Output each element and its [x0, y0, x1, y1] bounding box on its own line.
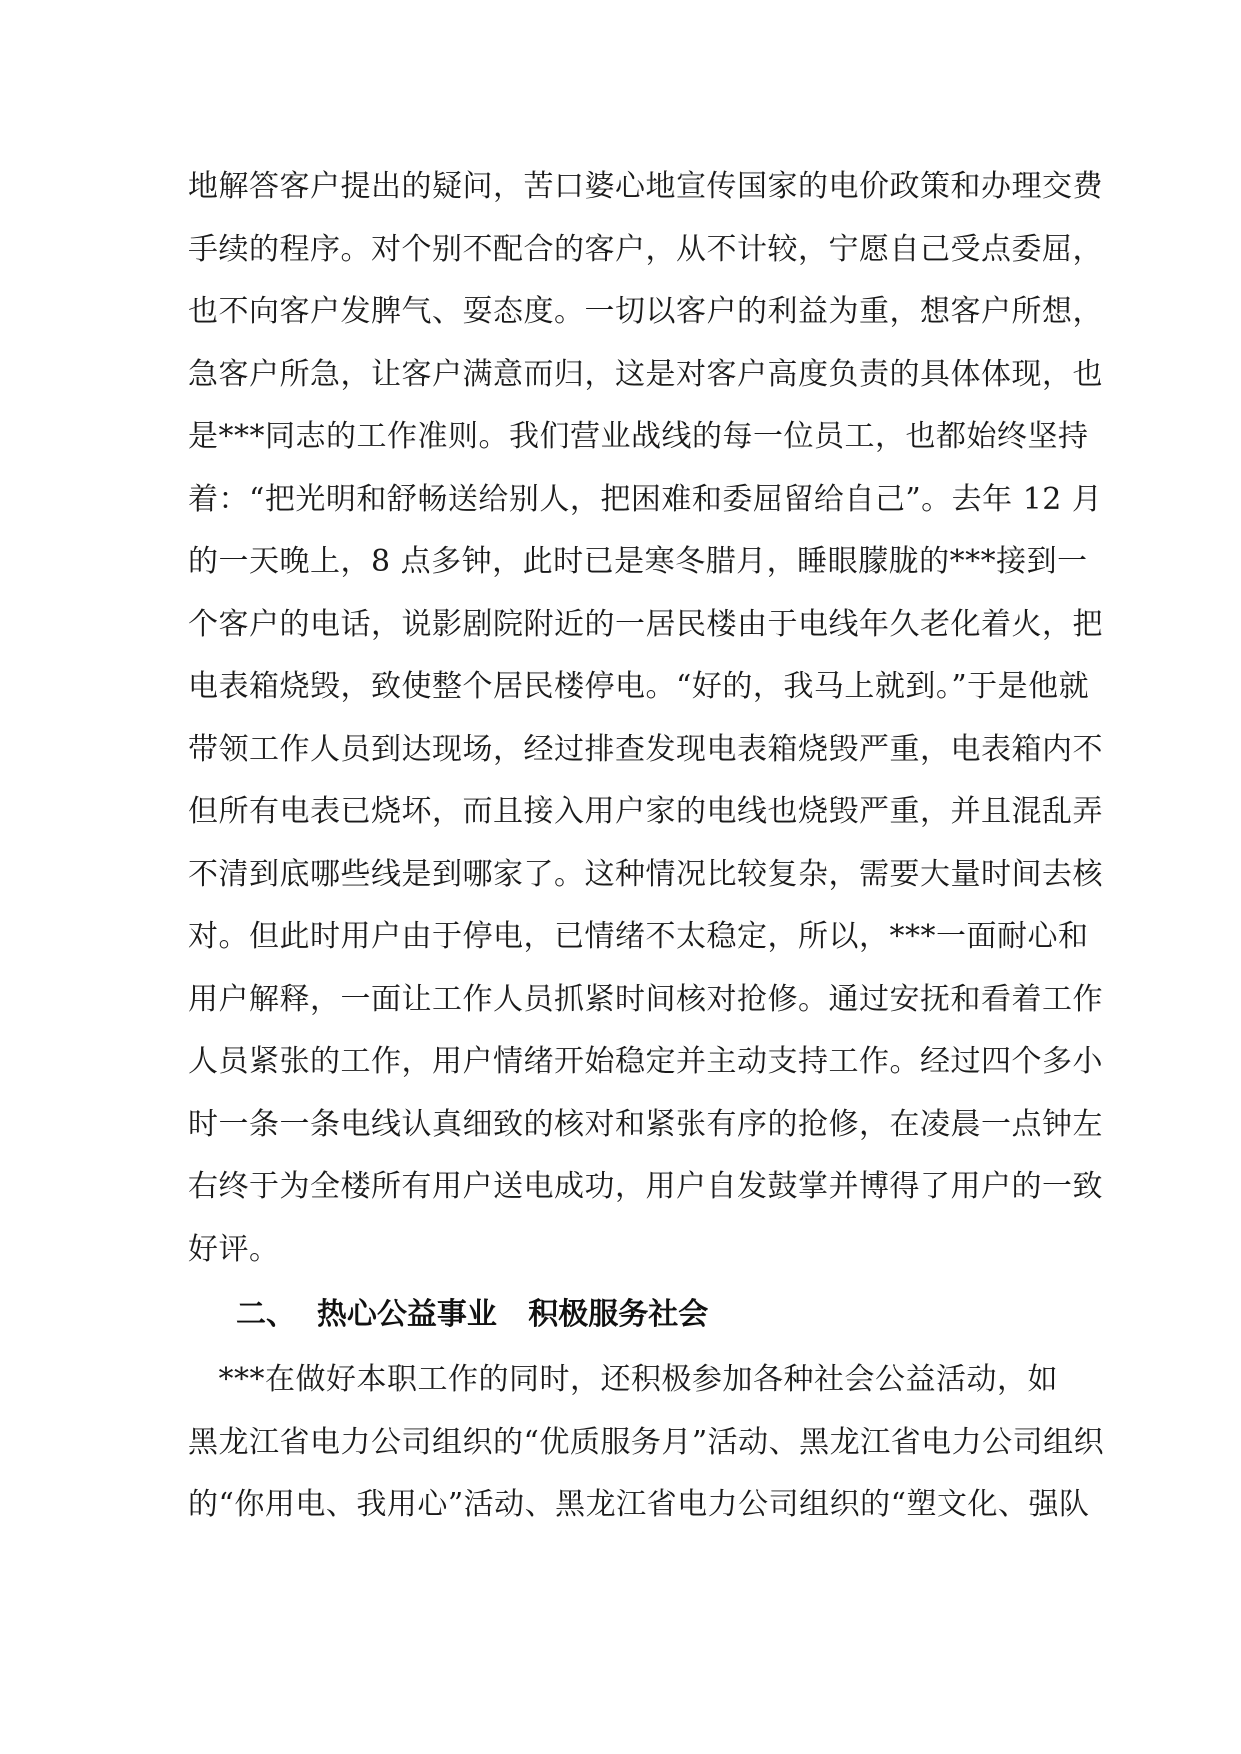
- text-line: 右终于为全楼所有用户送电成功，用户自发鼓掌并博得了用户的一致: [188, 1169, 1103, 1204]
- paragraph-service: [188, 156, 1103, 1281]
- text-line: 黑龙江省电力公司组织的“优质服务月”活动、黑龙江省电力公司组织: [188, 1424, 1105, 1460]
- text-line: 着：“把光明和舒畅送给别人，把困难和委屈留给自己”。去年 12 月: [188, 481, 1103, 517]
- document-body: [188, 156, 1105, 1537]
- text-line: 但所有电表已烧坏，而且接入用户家的电线也烧毁严重，并且混乱弄: [188, 794, 1103, 829]
- section-heading: 二、 热心公益事业 积极服务社会: [236, 1297, 709, 1332]
- text-line: 不清到底哪些线是到哪家了。这种情况比较复杂，需要大量时间去核: [188, 856, 1103, 892]
- text-line: 是***同志的工作准则。我们营业战线的每一位员工，也都始终坚持: [188, 419, 1089, 454]
- text-line: 个客户的电话，说影剧院附近的一居民楼由于电线年久老化着火，把: [188, 606, 1103, 642]
- text-line: 手续的程序。对个别不配合的客户，从不计较，宁愿自己受点委屈，: [188, 231, 1103, 267]
- text-line: 的“你用电、我用心”活动、黑龙江省电力公司组织的“塑文化、强队: [188, 1487, 1090, 1522]
- text-line: 好评。: [188, 1231, 280, 1267]
- text-line: 也不向客户发脾气、耍态度。一切以客户的利益为重，想客户所想，: [188, 294, 1103, 329]
- text-line: ***在做好本职工作的同时，还积极参加各种社会公益活动，如: [188, 1362, 1058, 1397]
- text-line: 的一天晚上，8 点多钟，此时已是寒冬腊月，睡眼朦胧的***接到一: [188, 544, 1088, 579]
- text-line: 对。但此时用户由于停电，已情绪不太稳定，所以，***一面耐心和: [188, 919, 1089, 954]
- text-line: 人员紧张的工作，用户情绪开始稳定并主动支持工作。经过四个多小: [188, 1044, 1103, 1079]
- text-line: 用户解释，一面让工作人员抓紧时间核对抢修。通过安抚和看着工作: [188, 981, 1103, 1017]
- text-line: 时一条一条电线认真细致的核对和紧张有序的抢修，在凌晨一点钟左: [188, 1106, 1103, 1142]
- paragraph-public-welfare: [188, 1349, 1105, 1537]
- text-line: 地解答客户提出的疑问，苦口婆心地宣传国家的电价政策和办理交费: [188, 169, 1103, 204]
- text-line: 急客户所急，让客户满意而归，这是对客户高度负责的具体体现，也: [188, 356, 1103, 392]
- text-line: 电表箱烧毁，致使整个居民楼停电。“好的，我马上就到。”于是他就: [188, 669, 1090, 704]
- text-line: 带领工作人员到达现场，经过排查发现电表箱烧毁严重，电表箱内不: [188, 731, 1103, 767]
